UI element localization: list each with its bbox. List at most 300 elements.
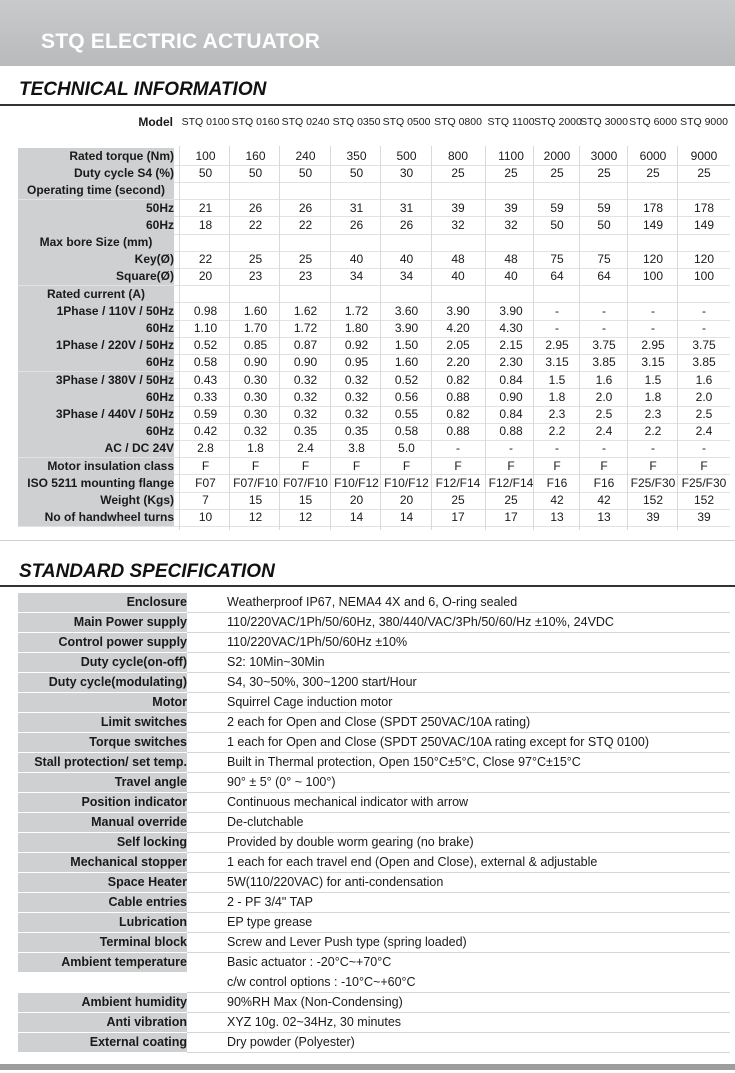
- tech-value-cell: 40: [451, 269, 465, 284]
- spec-label: Limit switches: [18, 713, 187, 732]
- tech-value-cell: 3.75: [692, 338, 716, 353]
- model-header: STQ 2000: [534, 116, 582, 128]
- tech-value-cell: F10/F12: [384, 475, 429, 490]
- tech-value-cell: 160: [245, 149, 266, 163]
- section-divider: [0, 540, 735, 541]
- spec-value: 110/220VAC/1Ph/50/60Hz, 380/440/VAC/3Ph/50/60/Hz ±10%, 24VDC: [227, 615, 614, 629]
- tech-value-cell: F: [352, 458, 361, 473]
- tech-value-cell: 22: [298, 217, 313, 232]
- model-header: STQ 1100: [487, 116, 535, 128]
- tech-row-label: Duty cycle S4 (%): [18, 165, 174, 182]
- tech-value-cell: 17: [451, 510, 465, 525]
- spec-value: Built in Thermal protection, Open 150°C±5°C, Close 97°C±15°C: [227, 755, 581, 769]
- tech-row-label: 3Phase / 380V / 50Hz: [18, 372, 174, 389]
- tech-row-label: AC / DC 24V: [18, 440, 174, 457]
- tech-value-cell: 13: [597, 510, 611, 525]
- tech-value-cell: 13: [550, 510, 564, 525]
- column-divider: [485, 146, 486, 530]
- tech-value-cell: 1.6: [595, 372, 613, 387]
- tech-value-cell: 25: [298, 252, 313, 267]
- model-header: STQ 0500: [382, 116, 431, 128]
- standard-specification-heading: STANDARD SPECIFICATION: [19, 561, 275, 582]
- tech-value-cell: 0.35: [293, 424, 318, 439]
- tech-row-label: 60Hz: [18, 320, 174, 337]
- tech-value-cell: 3.90: [499, 303, 523, 318]
- column-divider: [627, 146, 628, 530]
- tech-value-cell: 25: [550, 166, 564, 181]
- tech-value-cell: 50: [349, 166, 364, 181]
- tech-value-cell: 152: [693, 493, 715, 507]
- tech-value-cell: 1.70: [243, 321, 268, 335]
- tech-row-label: Motor insulation class: [18, 458, 174, 475]
- tech-value-cell: 2.4: [595, 424, 613, 439]
- spec-value: c/w control options : -10°C~+60°C: [227, 975, 416, 989]
- tech-value-cell: 48: [504, 252, 518, 267]
- tech-value-cell: -: [651, 441, 655, 456]
- tech-value-cell: 1.62: [293, 303, 318, 318]
- tech-value-cell: 12: [298, 510, 313, 525]
- section-divider: [0, 585, 735, 587]
- tech-value-cell: 14: [349, 510, 364, 525]
- tech-row-label: 50Hz: [18, 200, 174, 217]
- tech-value-cell: 1.80: [344, 321, 369, 335]
- tech-value-cell: 0.85: [243, 338, 268, 353]
- tech-value-cell: 15: [298, 493, 313, 507]
- tech-value-cell: 120: [642, 252, 664, 267]
- tech-value-cell: -: [651, 303, 655, 318]
- tech-value-cell: 2.05: [446, 338, 470, 353]
- tech-value-cell: -: [651, 321, 655, 335]
- tech-value-cell: 50: [597, 217, 611, 232]
- tech-value-cell: 1.60: [394, 355, 419, 370]
- tech-value-cell: 2000: [543, 149, 571, 163]
- tech-value-cell: 2.4: [297, 441, 314, 456]
- header-banner: [0, 0, 735, 66]
- tech-value-cell: F16: [593, 475, 615, 490]
- tech-value-cell: 39: [504, 200, 518, 215]
- spec-value: 2 each for Open and Close (SPDT 250VAC/10A rating): [227, 715, 531, 729]
- model-header: STQ 0160: [231, 116, 280, 128]
- tech-value-cell: -: [702, 321, 706, 335]
- tech-value-cell: 25: [697, 166, 711, 181]
- tech-value-cell: 240: [295, 149, 316, 163]
- tech-value-cell: 3.60: [394, 303, 419, 318]
- tech-value-cell: 0.32: [293, 389, 318, 404]
- tech-value-cell: F07: [195, 475, 216, 490]
- tech-value-cell: 25: [504, 493, 518, 507]
- tech-value-cell: 40: [504, 269, 518, 284]
- tech-value-cell: 3.90: [446, 303, 470, 318]
- bottom-rule: [0, 1064, 735, 1070]
- model-header: STQ 0800: [434, 116, 482, 128]
- column-divider: [330, 146, 331, 530]
- tech-value-cell: 2.5: [695, 407, 713, 421]
- tech-value-cell: 59: [597, 200, 611, 215]
- tech-value-cell: 25: [504, 166, 518, 181]
- tech-value-cell: 0.98: [193, 303, 218, 318]
- tech-value-cell: 48: [451, 252, 465, 267]
- tech-value-cell: 0.42: [193, 424, 218, 439]
- tech-value-cell: F: [402, 458, 411, 473]
- tech-row-label: Key(Ø): [18, 251, 174, 268]
- tech-value-cell: 1.72: [293, 321, 318, 335]
- tech-value-cell: 6000: [639, 149, 667, 163]
- spec-label: Ambient temperature: [18, 953, 187, 972]
- tech-value-cell: 23: [248, 269, 263, 284]
- tech-value-cell: 3.15: [641, 355, 665, 370]
- spec-label: Mechanical stopper: [18, 853, 187, 872]
- tech-value-cell: 3.15: [545, 355, 569, 370]
- tech-value-cell: 26: [248, 200, 263, 215]
- tech-value-cell: 100: [195, 149, 216, 163]
- tech-value-cell: 39: [451, 200, 465, 215]
- tech-value-cell: -: [509, 441, 513, 456]
- tech-value-cell: 3.8: [348, 441, 365, 456]
- tech-row-label: Rated torque (Nm): [18, 148, 174, 165]
- tech-value-cell: 152: [642, 493, 664, 507]
- spec-value: 90%RH Max (Non-Condensing): [227, 995, 403, 1009]
- tech-value-cell: 2.30: [499, 355, 523, 370]
- column-divider: [380, 146, 381, 530]
- tech-row-label: 60Hz: [18, 389, 174, 406]
- spec-label: Control power supply: [18, 633, 187, 652]
- tech-value-cell: 2.4: [695, 424, 713, 439]
- tech-value-cell: 0.90: [499, 389, 523, 404]
- spec-label: Anti vibration: [18, 1013, 187, 1032]
- tech-value-cell: 31: [399, 200, 414, 215]
- model-header: STQ 0100: [181, 116, 230, 128]
- tech-value-cell: 0.58: [193, 355, 218, 370]
- tech-row-label: Max bore Size (mm): [18, 234, 174, 251]
- spec-value: Screw and Lever Push type (spring loaded): [227, 935, 467, 949]
- tech-value-cell: 59: [550, 200, 564, 215]
- spec-label: Enclosure: [18, 593, 187, 612]
- tech-value-cell: 0.30: [243, 407, 268, 421]
- tech-value-cell: 0.30: [243, 372, 268, 387]
- tech-row-label: No of handwheel turns: [18, 509, 174, 526]
- tech-value-cell: F: [201, 458, 210, 473]
- tech-value-cell: 2.3: [548, 407, 566, 421]
- tech-value-cell: 0.59: [193, 407, 218, 421]
- tech-value-cell: 3.85: [592, 355, 616, 370]
- tech-value-cell: 149: [693, 217, 715, 232]
- tech-value-cell: 4.30: [499, 321, 523, 335]
- tech-value-cell: 25: [451, 493, 465, 507]
- tech-value-cell: 25: [646, 166, 660, 181]
- tech-value-cell: 40: [349, 252, 364, 267]
- tech-value-cell: 26: [298, 200, 313, 215]
- tech-value-cell: 75: [550, 252, 564, 267]
- spec-label: Main Power supply: [18, 613, 187, 632]
- spec-label: Manual override: [18, 813, 187, 832]
- tech-value-cell: F: [553, 458, 561, 473]
- banner-title: STQ ELECTRIC ACTUATOR: [41, 30, 321, 53]
- spec-label: Duty cycle(on-off): [18, 653, 187, 672]
- column-divider: [431, 146, 432, 530]
- column-divider: [579, 146, 580, 530]
- tech-value-cell: 0.52: [193, 338, 218, 353]
- tech-value-cell: 2.0: [595, 389, 613, 404]
- tech-row-label: ISO 5211 mounting flange: [18, 475, 174, 492]
- tech-value-cell: F: [507, 458, 515, 473]
- tech-value-cell: 0.32: [344, 372, 369, 387]
- tech-value-cell: 20: [399, 493, 414, 507]
- tech-value-cell: 21: [198, 200, 213, 215]
- tech-value-cell: 0.30: [243, 389, 268, 404]
- model-header: STQ 3000: [580, 116, 628, 128]
- tech-row-label: Rated current (A): [18, 286, 174, 303]
- tech-value-cell: 64: [550, 269, 564, 284]
- tech-value-cell: 0.82: [446, 407, 470, 421]
- tech-value-cell: 3.85: [692, 355, 716, 370]
- tech-value-cell: 9000: [690, 149, 718, 163]
- tech-value-cell: 30: [399, 166, 414, 181]
- tech-value-cell: 1.60: [243, 303, 268, 318]
- tech-row-label: Weight (Kgs): [18, 492, 174, 509]
- tech-value-cell: 0.32: [293, 407, 318, 421]
- spec-value: 1 each for Open and Close (SPDT 250VAC/10A rating except for STQ 0100): [227, 735, 649, 749]
- spec-label: Lubrication: [18, 913, 187, 932]
- tech-value-cell: 75: [597, 252, 611, 267]
- spec-value: S4, 30~50%, 300~1200 start/Hour: [227, 675, 417, 689]
- tech-value-cell: 5.0: [398, 441, 415, 456]
- tech-value-cell: 39: [697, 510, 711, 525]
- row-divider: [187, 1052, 730, 1053]
- tech-value-cell: 40: [399, 252, 414, 267]
- tech-value-cell: 1100: [498, 149, 524, 163]
- tech-value-cell: 42: [597, 493, 611, 507]
- tech-value-cell: 0.52: [394, 372, 419, 387]
- spec-value: 5W(110/220VAC) for anti-condensation: [227, 875, 444, 889]
- tech-value-cell: 2.5: [595, 407, 613, 421]
- tech-value-cell: 25: [248, 252, 263, 267]
- tech-value-cell: 64: [597, 269, 611, 284]
- spec-value: Dry powder (Polyester): [227, 1035, 355, 1049]
- tech-value-cell: 0.32: [243, 424, 268, 439]
- tech-value-cell: 22: [198, 252, 213, 267]
- tech-value-cell: 34: [349, 269, 364, 284]
- tech-value-cell: 34: [399, 269, 414, 284]
- tech-value-cell: F12/F14: [488, 475, 534, 490]
- tech-value-cell: -: [602, 321, 606, 335]
- tech-value-cell: -: [702, 303, 706, 318]
- tech-value-cell: 100: [642, 269, 664, 284]
- section-divider: [0, 104, 735, 106]
- tech-value-cell: 2.95: [641, 338, 665, 353]
- tech-value-cell: 50: [198, 166, 213, 181]
- spec-value: EP type grease: [227, 915, 313, 929]
- model-header: STQ 9000: [680, 116, 728, 128]
- tech-value-cell: 20: [349, 493, 364, 507]
- tech-value-cell: F: [251, 458, 260, 473]
- tech-value-cell: 2.2: [644, 424, 662, 439]
- tech-value-cell: -: [702, 441, 706, 456]
- tech-value-cell: 32: [451, 217, 465, 232]
- tech-value-cell: 178: [642, 200, 664, 215]
- model-header: STQ 6000: [629, 116, 677, 128]
- tech-value-cell: 20: [198, 269, 213, 284]
- spec-label: Cable entries: [18, 893, 187, 912]
- spec-value: 90° ± 5° (0° ~ 100°): [227, 775, 336, 789]
- tech-value-cell: F: [454, 458, 462, 473]
- tech-value-cell: 1.6: [695, 372, 713, 387]
- tech-value-cell: 3.75: [592, 338, 616, 353]
- tech-value-cell: 0.35: [344, 424, 369, 439]
- tech-value-cell: 0.88: [446, 424, 470, 439]
- tech-value-cell: F: [649, 458, 657, 473]
- spec-label: Terminal block: [18, 933, 187, 952]
- tech-value-cell: 2.20: [446, 355, 470, 370]
- tech-row-label: 3Phase / 440V / 50Hz: [18, 406, 174, 423]
- tech-value-cell: 12: [248, 510, 263, 525]
- spec-value: De-clutchable: [227, 815, 304, 829]
- tech-value-cell: 1.72: [344, 303, 369, 318]
- tech-row-label: Square(Ø): [18, 268, 174, 285]
- tech-value-cell: 0.43: [193, 372, 218, 387]
- tech-value-cell: 0.56: [394, 389, 419, 404]
- tech-value-cell: -: [602, 303, 606, 318]
- tech-value-cell: 26: [399, 217, 414, 232]
- tech-value-cell: 23: [298, 269, 313, 284]
- spec-value: Continuous mechanical indicator with arrow: [227, 795, 469, 809]
- tech-value-cell: 15: [248, 493, 263, 507]
- tech-value-cell: 0.32: [293, 372, 318, 387]
- spec-label: Space Heater: [18, 873, 187, 892]
- tech-value-cell: F16: [546, 475, 568, 490]
- tech-value-cell: 32: [504, 217, 518, 232]
- tech-row-label: 1Phase / 220V / 50Hz: [18, 337, 174, 354]
- tech-value-cell: 0.90: [293, 355, 318, 370]
- spec-value: S2: 10Min~30Min: [227, 655, 325, 669]
- tech-value-cell: 1.50: [394, 338, 419, 353]
- tech-value-cell: 0.87: [293, 338, 318, 353]
- column-divider: [179, 146, 180, 530]
- column-divider: [533, 146, 534, 530]
- tech-value-cell: 3000: [590, 149, 618, 163]
- tech-value-cell: 25: [597, 166, 611, 181]
- tech-value-cell: 50: [298, 166, 313, 181]
- tech-value-cell: 7: [202, 493, 209, 507]
- tech-value-cell: 50: [248, 166, 263, 181]
- tech-row-label: Operating time (second): [18, 182, 174, 199]
- spec-label: Duty cycle(modulating): [18, 673, 187, 692]
- tech-value-cell: 1.5: [548, 372, 566, 387]
- tech-row-label: 60Hz: [18, 217, 174, 234]
- tech-value-cell: 10: [198, 510, 213, 525]
- tech-value-cell: -: [555, 441, 559, 456]
- model-label: Model: [138, 115, 173, 129]
- tech-value-cell: -: [555, 321, 559, 335]
- tech-value-cell: 0.32: [344, 389, 369, 404]
- spec-value: Provided by double worm gearing (no brake): [227, 835, 474, 849]
- spec-value: 1 each for each travel end (Open and Close), external & adjustable: [227, 855, 598, 869]
- tech-value-cell: 2.0: [695, 389, 713, 404]
- tech-value-cell: -: [602, 441, 606, 456]
- tech-value-cell: 18: [198, 217, 213, 232]
- tech-value-cell: 0.95: [344, 355, 369, 370]
- tech-value-cell: 31: [349, 200, 364, 215]
- tech-value-cell: 0.82: [446, 372, 470, 387]
- spec-value: 2 - PF 3/4" TAP: [227, 895, 313, 909]
- tech-value-cell: 0.88: [499, 424, 523, 439]
- tech-value-cell: 0.90: [243, 355, 268, 370]
- spec-value: XYZ 10g. 02~34Hz, 30 minutes: [227, 1015, 402, 1029]
- tech-value-cell: 0.32: [344, 407, 369, 421]
- spec-value: Basic actuator : -20°C~+70°C: [227, 955, 392, 969]
- spec-label: Self locking: [18, 833, 187, 852]
- tech-value-cell: 42: [550, 493, 564, 507]
- tech-value-cell: F: [700, 458, 708, 473]
- tech-value-cell: 120: [693, 252, 715, 267]
- tech-value-cell: 2.95: [545, 338, 569, 353]
- spec-label: Torque switches: [18, 733, 187, 752]
- tech-value-cell: -: [456, 441, 460, 456]
- tech-value-cell: F25/F30: [681, 475, 727, 490]
- tech-value-cell: 2.2: [548, 424, 566, 439]
- tech-value-cell: 3.90: [394, 321, 419, 335]
- model-header: STQ 0240: [281, 116, 330, 128]
- spec-value: Weatherproof IP67, NEMA4 4X and 6, O-ring sealed: [227, 595, 518, 609]
- tech-value-cell: 22: [248, 217, 263, 232]
- tech-value-cell: 100: [693, 269, 715, 284]
- tech-value-cell: 0.33: [193, 389, 218, 404]
- tech-value-cell: 1.10: [193, 321, 218, 335]
- tech-value-cell: F07/F10: [233, 475, 278, 490]
- tech-value-cell: 50: [550, 217, 564, 232]
- column-divider: [677, 146, 678, 530]
- spec-label: Position indicator: [18, 793, 187, 812]
- tech-value-cell: 2.15: [499, 338, 523, 353]
- spec-value: Squirrel Cage induction motor: [227, 695, 393, 709]
- tech-value-cell: 2.3: [644, 407, 662, 421]
- tech-value-cell: 500: [396, 149, 417, 163]
- tech-row-label: 60Hz: [18, 354, 174, 371]
- tech-value-cell: 149: [642, 217, 664, 232]
- tech-row-label: 60Hz: [18, 423, 174, 440]
- tech-value-cell: -: [555, 303, 559, 318]
- tech-value-cell: 26: [349, 217, 364, 232]
- column-divider: [229, 146, 230, 530]
- tech-value-cell: 25: [451, 166, 465, 181]
- technical-information-heading: TECHNICAL INFORMATION: [19, 79, 267, 100]
- spec-label: Ambient humidity: [18, 993, 187, 1012]
- spec-label: External coating: [18, 1033, 187, 1052]
- tech-value-cell: F: [600, 458, 608, 473]
- tech-value-cell: 0.92: [344, 338, 369, 353]
- tech-value-cell: F07/F10: [283, 475, 328, 490]
- tech-value-cell: 4.20: [446, 321, 470, 335]
- tech-value-cell: 1.8: [548, 389, 566, 404]
- tech-value-cell: 0.88: [446, 389, 470, 404]
- tech-value-cell: 0.55: [394, 407, 419, 421]
- tech-value-cell: 1.5: [644, 372, 662, 387]
- tech-value-cell: F: [301, 458, 310, 473]
- tech-value-cell: 1.8: [644, 389, 662, 404]
- tech-value-cell: 0.84: [499, 372, 523, 387]
- tech-value-cell: 17: [504, 510, 518, 525]
- model-header: STQ 0350: [332, 116, 381, 128]
- tech-value-cell: F25/F30: [630, 475, 676, 490]
- spec-label: Travel angle: [18, 773, 187, 792]
- spec-value: 110/220VAC/1Ph/50/60Hz ±10%: [227, 635, 408, 649]
- tech-value-cell: 2.8: [197, 441, 214, 456]
- tech-value-cell: F10/F12: [334, 475, 379, 490]
- tech-value-cell: 0.58: [394, 424, 419, 439]
- tech-value-cell: 1.8: [247, 441, 264, 456]
- spec-label: Stall protection/ set temp.: [18, 753, 187, 772]
- tech-value-cell: 0.84: [499, 407, 523, 421]
- tech-value-cell: 14: [399, 510, 414, 525]
